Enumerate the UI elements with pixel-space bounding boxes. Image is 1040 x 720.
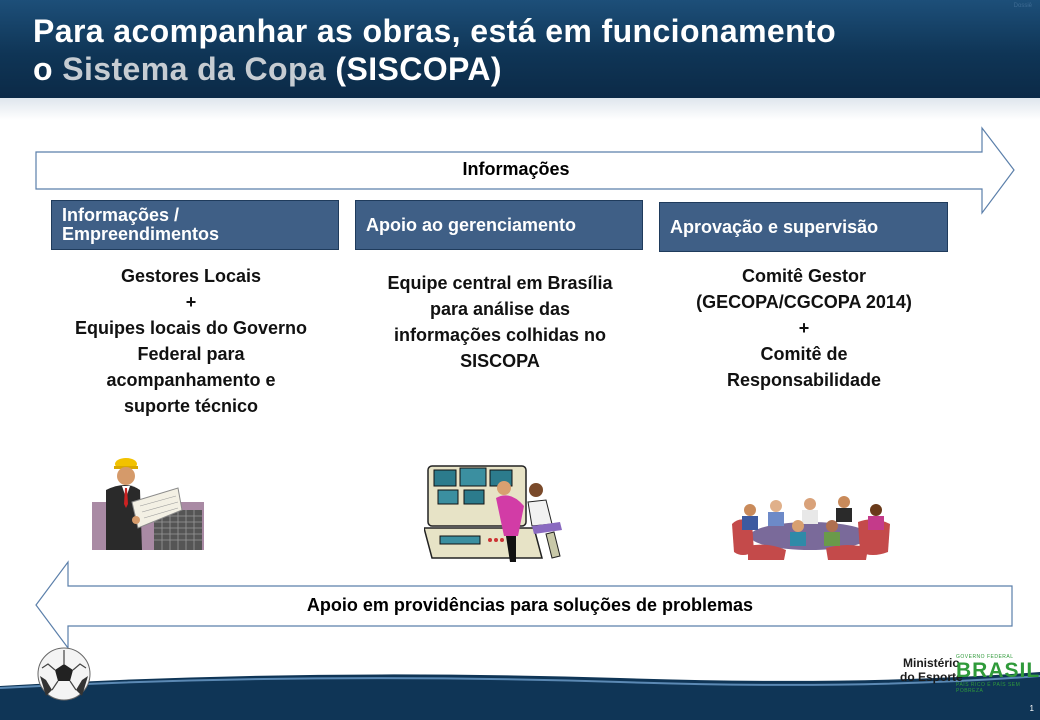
title-line-1: Para acompanhar as obras, está em funcionamento <box>33 13 837 49</box>
column-3-box-label: Aprovação e supervisão <box>670 216 879 237</box>
column-2-line: informações colhidas no <box>393 325 607 345</box>
column-1-description <box>40 263 342 419</box>
column-1-line: Federal para <box>137 344 245 364</box>
column-2-line: SISCOPA <box>460 351 540 371</box>
column-1-box <box>51 200 339 250</box>
meeting-clipart <box>728 486 896 562</box>
brasil-slogan: PAÍS RICO É PAÍS SEM POBREZA <box>956 682 1021 694</box>
top-arrow-label: Informações <box>462 159 570 179</box>
column-1-line: + <box>185 292 197 312</box>
brasil-logo <box>956 654 1040 694</box>
column-1-line: Gestores Locais <box>120 266 262 286</box>
corner-tag: Dossiê <box>1013 3 1032 9</box>
page-number: 1 <box>1029 704 1034 713</box>
column-1-line: suporte técnico <box>123 396 259 416</box>
column-2-line: Equipe central em Brasília <box>387 273 613 293</box>
column-2-box <box>355 200 643 250</box>
column-1-box-label: Informações / Empreendimentos <box>62 205 220 244</box>
title-suffix: (SISCOPA) <box>326 51 502 87</box>
footer-wave <box>0 666 1040 720</box>
ministry-logo <box>900 656 963 684</box>
control-room-clipart <box>424 458 570 564</box>
column-1-line: acompanhamento e <box>106 370 276 390</box>
brasil-top-text: GOVERNO FEDERAL <box>956 654 1014 660</box>
title-prefix: o <box>33 51 63 87</box>
column-3-line: + <box>798 318 810 338</box>
title-highlight: Sistema da Copa <box>62 51 327 87</box>
bottom-arrow-label: Apoio em providências para soluções de problemas <box>306 595 754 615</box>
soccer-ball-icon <box>36 646 92 702</box>
column-2-description <box>352 270 648 374</box>
brasil-wordmark: BRASIL <box>956 659 1040 682</box>
column-3-box <box>659 202 948 252</box>
column-3-line: Comitê de <box>760 344 848 364</box>
column-2-box-label: Apoio ao gerenciamento <box>366 214 577 235</box>
column-3-description <box>654 263 954 393</box>
column-3-line: Comitê Gestor <box>741 266 867 286</box>
column-3-line: Responsabilidade <box>726 370 882 390</box>
ministry-line-1: Ministério <box>903 656 960 670</box>
engineer-clipart <box>92 458 208 554</box>
column-1-line: Equipes locais do Governo <box>74 318 308 338</box>
ministry-line-2: do Esporte <box>900 670 963 684</box>
column-3-line: (GECOPA/CGCOPA 2014) <box>696 292 912 312</box>
column-2-line: para análise das <box>429 299 571 319</box>
